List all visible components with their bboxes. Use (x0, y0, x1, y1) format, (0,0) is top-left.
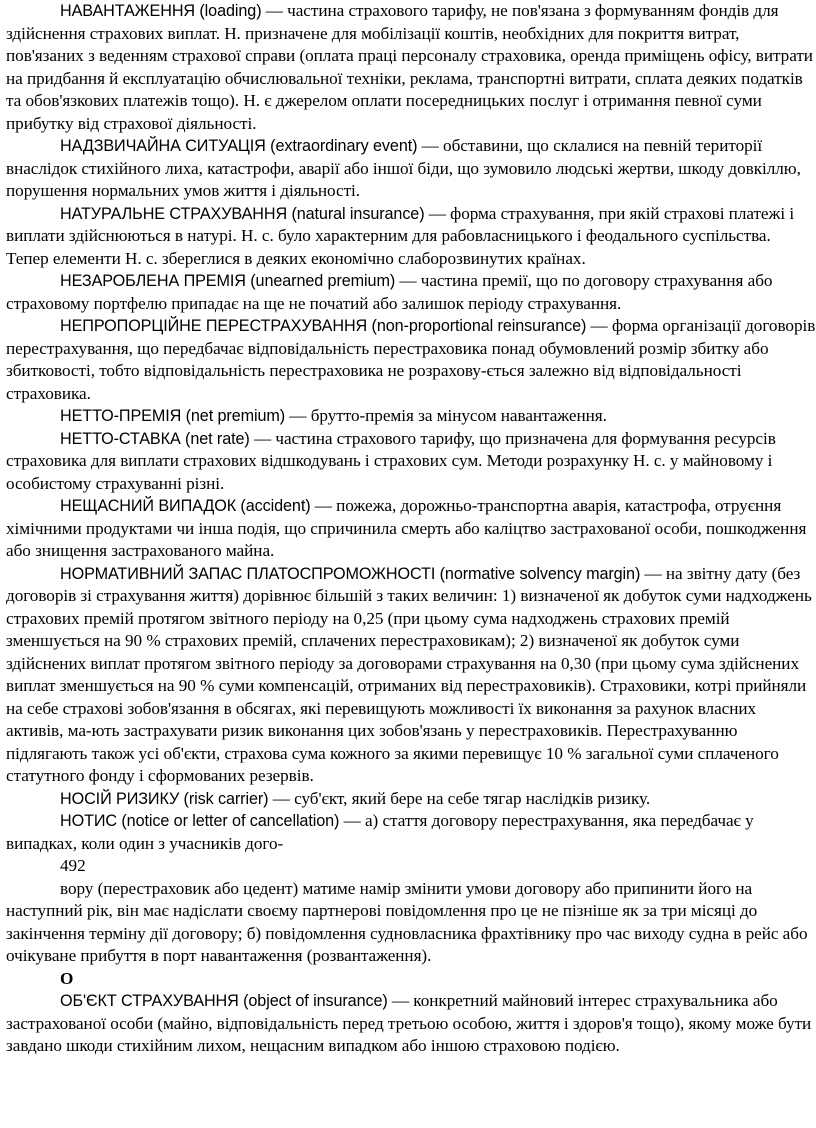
entry-loading (6, 0, 816, 135)
entry-definition: — суб'єкт, який бере на себе тягар наслідків ризику. (268, 788, 651, 808)
entry-continuation: вору (перестраховик або цедент) матиме намір змінити умови договору або припинити його на наступний рік, він має надіслати своєму партнерові повідомлення про це не пізніше як за три місяці до закінчення терміну дії договору; б) повідомлення судновласника фрахтівнику про час виходу судна в рейс або очікуване прибуття в порт навантаження (розвантаження). (6, 878, 808, 965)
entry-non-proportional-reinsurance (6, 315, 816, 405)
entry-definition: — а) стаття договору перестрахування, яка передбачає у випадках, коли один з учасників дого- (6, 811, 754, 853)
entry-net-premium (6, 405, 816, 428)
entry-term: НЕЩАСНИЙ ВИПАДОК (accident) (60, 497, 311, 515)
entry-notice (6, 810, 816, 855)
entry-object-of-insurance (6, 990, 816, 1058)
entry-term: НОТИС (notice or letter of cancellation) (60, 812, 340, 830)
entry-definition: — частина страхового тарифу, що призначена для формування ресурсів страховика для виплати страхових відшкодувань і страхових сум. Методи розрахунку Н. с. у майновому і особистому страхуванні різні. (6, 428, 776, 493)
entry-definition: — конкретний майновий інтерес страхувальника або застрахованої особи (майно, відповідальність перед третьою особою, життя і здоров'я тощо), якому може бути завдано шкоди стихійним лихом, нещасним випадком або іншою страховою подією. (6, 991, 812, 1055)
entry-term: НЕТТО-СТАВКА (net rate) (60, 429, 250, 448)
entry-term: НАТУРАЛЬНЕ СТРАХУВАННЯ (natural insurance) (60, 204, 425, 223)
entry-definition: — пожежа, дорожньо-транспортна аварія, катастрофа, отруєння хімічними продуктами чи інша подія, що спричинила смерть або каліцтво застрахованої особи, пошкодження або знищення застрахованого майна. (6, 496, 807, 560)
entry-definition: — форма організації договорів перестрахування, що передбачає відповідальність перестраховика понад обумовлений розмір збитку або збитковості, тобто відповідальність перестраховика не розрахову-ється залежно від відповідальності страховика. (6, 316, 816, 403)
entry-normative-solvency-margin (6, 563, 816, 788)
entry-risk-carrier (6, 788, 816, 811)
entry-net-rate (6, 428, 816, 496)
entry-accident (6, 495, 816, 563)
entry-definition: — брутто-премія за мінусом навантаження. (285, 406, 607, 425)
entry-definition: — частина премії, що по договору страхування або страховому портфелю припадає на ще не початий або залишок періоду страхування. (6, 271, 773, 313)
entry-unearned-premium (6, 270, 816, 315)
page-number: 492 (60, 856, 86, 875)
entry-term: НАДЗВИЧАЙНА СИТУАЦІЯ (extraordinary event) (60, 137, 418, 155)
entry-term: НЕПРОПОРЦІЙНЕ ПЕРЕСТРАХУВАННЯ (non-proportional reinsurance) (60, 317, 587, 335)
entry-term: ОБ'ЄКТ СТРАХУВАННЯ (object of insurance) (60, 992, 388, 1010)
entry-term: НОСІЙ РИЗИКУ (risk carrier) (60, 789, 269, 808)
section-letter: О (60, 968, 74, 988)
entry-definition: — форма страхування, при якій страхові платежі і виплати здійснюються в натурі. Н. с. було характерним для рабовласницького і феодального суспільства. Тепер елементи Н. с. збереглися в деяких економічно слаборозвинутих країнах. (6, 203, 795, 268)
entry-definition: — обставини, що склалися на певній території внаслідок стихійного лиха, катастрофи, аварії або іншої біди, що зумовило людські жертви, шкоду довкіллю, порушення нормальних умов життя і діяльності. (6, 136, 801, 200)
entry-term: НОРМАТИВНИЙ ЗАПАС ПЛАТОСПРОМОЖНОСТІ (normative solvency margin) (60, 564, 641, 583)
entry-term: НАВАНТАЖЕННЯ (loading) (60, 2, 262, 20)
entry-term: НЕЗАРОБЛЕНА ПРЕМІЯ (unearned premium) (60, 272, 396, 290)
entry-natural-insurance (6, 203, 816, 271)
entry-definition: — частина страхового тарифу, не пов'язана з формуванням фондів для здійснення страхових виплат. Н. призначене для мобілізації коштів, необхідних для покриття витрат, пов'язаних з веденням страхової справи (оплата праці персоналу страховика, оренда приміщень офісу, витрати на придбання й експлуатацію обчислювальної техніки, реклама, транспортні витрати, сплата деяких податків та обов'язкових платежів тощо). Н. є джерелом оплати посередницьких послуг і отримання певної суми прибутку від страхової діяльності. (6, 1, 813, 133)
entry-term: НЕТТО-ПРЕМІЯ (net premium) (60, 407, 286, 425)
entry-definition: — на звітну дату (без договорів зі страхування життя) дорівнює більшій з таких величин: 1) визначеної як добуток суми надходжень страхових премій протягом звітного періоду на 0,25 (при цьому сума надходжень страхових премій зменшується на 90 % страхових премій, сплачених перестраховикам); 2) визначеної як добуток суми здійснених виплат протягом звітного періоду за договорами страхування на 0,30 (при цьому сума здійснених виплат зменшується на 90 % суми компенсацій, отриманих від перестраховиків). Страховики, котрі прийняли на себе страхові зобов'язання в обсягах, які перевищують можливості їх виконання за рахунок власних активів, ма-ють застрахувати ризик виконання цих зобов'язань у перестраховиків. Перестрахуванню підлягають також усі об'єкти, страхова сума кожного за якими перевищує 10 % загальної суми сплаченого статутного фонду і сформованих резервів. (6, 563, 812, 785)
entry-extraordinary-event (6, 135, 816, 203)
